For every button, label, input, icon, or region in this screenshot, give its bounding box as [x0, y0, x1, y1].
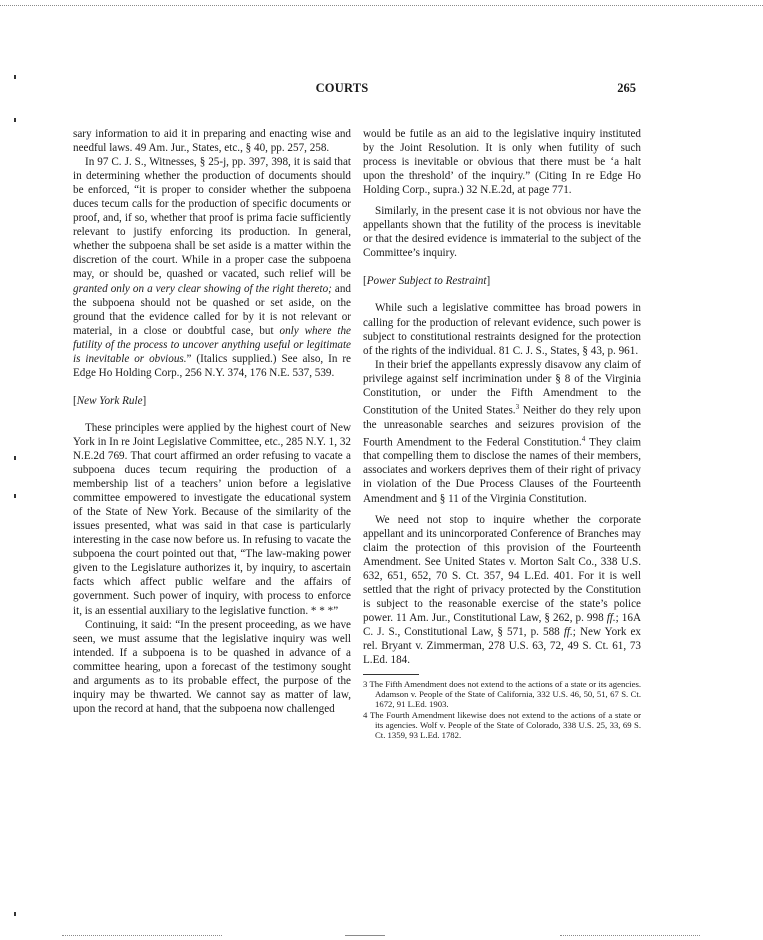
page-number: 265: [617, 81, 636, 95]
paragraph: Similarly, in the present case it is not obvious nor have the appellants shown that the futility of the process is inevitable or that the desired evidence is immaterial to the subject of the Committee’s inquiry.: [363, 205, 641, 260]
footnote-divider: [363, 674, 419, 675]
section-heading: [Power Subject to Restraint]: [363, 275, 491, 288]
bottom-border: [560, 935, 700, 936]
top-border: [0, 5, 763, 6]
paragraph: While such a legislative committee has broad powers in calling for the production of relevant evidence, such power is subject to constitutional restraints designed for the protection of the rights of the individual. 81 C. J. S., States, § 43, p. 961.: [363, 302, 641, 357]
running-head: COURTS: [315, 81, 369, 95]
bottom-border: [62, 935, 222, 936]
margin-mark: [14, 456, 16, 460]
footnote: 4 The Fourth Amendment likewise does not extend to the actions of a state or its agencies. Wolf v. People of the State of Colorado, 338 U.S. 25, 33, 69 S. Ct. 1359, 93 L.Ed. 1782.: [363, 709, 641, 741]
margin-mark: [14, 494, 16, 498]
section-heading: [New York Rule]: [73, 394, 147, 407]
italic-quote: granted only on a very clear showing of the right thereto;: [73, 282, 332, 295]
right-column: [363, 127, 641, 740]
footnote: 3 The Fifth Amendment does not extend to the actions of a state or its agencies. Adamson v. People of the State of California, 332 U.S. 46, 50, 51, 67 S. Ct. 1672, 91 L.Ed. 1903.: [363, 679, 641, 710]
bottom-border: [345, 935, 385, 936]
paragraph: Continuing, it said: “In the present proceeding, as we have seen, we must assume that the legislative inquiry was well intended. If a subpoena is to be quashed in advance of a committee hearing, upon a forecast of the testimony sought and arguments as to its probable effect, the purpose of the inquiry may be thwarted. We cannot say as matter of law, upon the record at hand, that the subpoena now challenged: [73, 618, 351, 715]
paragraph: These principles were applied by the highest court of New York in In re Joint Legislative Committee, etc., 285 N.Y. 1, 32 N.E.2d 769. That court affirmed an order refusing to vacate a subpoena duces tecum requiring the production of a membership list of a teachers’ union before a legislative committee empowered to investigate the educational system of the State of New York. Because of the similarity of the issues presented, what was said in that case is particularly interesting in the case now before us. In refusing to vacate the subpoena the court pointed out that, “The law-making power given to the Legislature authorizes it, by inquiry, to ascertain facts which affect public welfare and the affairs of government. Such power of inquiry, with process to enforce it, is an essential auxiliary to the legislative function. * * *”: [73, 421, 351, 617]
paragraph: We need not stop to inquire whether the corporate appellant and its unincorporated Conference of Branches may claim the protection of this provision of the Fourteenth Amendment. See United States v. Morton Salt Co., 338 U.S. 632, 651, 652, 70 S. Ct. 357, 94 L.Ed. 401. For it is well settled that the right of privacy protected by the Constitution is subject to the reasonable exercise of the state’s police power. 11 Am. Jur., Constitutional Law, § 262, p. 998 ff.; 16A C. J. S., Constitutional Law, § 571, p. 588 ff.; New York ex rel. Bryant v. Zimmerman, 278 U.S. 63, 72, 49 S. Ct. 61, 73 L.Ed. 184.: [363, 513, 642, 667]
left-column: [73, 127, 351, 716]
footnote-ref: 4: [581, 434, 586, 443]
paragraph: would be futile as an aid to the legislative inquiry instituted by the Joint Resolution. It is only when futility of such process is inevitable or obvious that there must be ‘a halt upon the threshold’ of the inquiry.” (Citing In re Edge Ho Holding Corp., supra.) 32 N.E.2d, at page 771.: [363, 128, 641, 197]
page-header: [48, 81, 636, 99]
footnote-ref: 3: [515, 402, 520, 411]
paragraph: In 97 C. J. S., Witnesses, § 25-j, pp. 397, 398, it is said that in determining whether the production of documents should be enforced, “it is proper to consider whether the subpoena duces tecum calls for the production of specific documents or proof, and, if so, whether that proof is prima facie sufficiently relevant to justify enforcing its production. In general, whether the subpoena shall be set aside is a matter within the discretion of the court. While in a proper case the subpoena may, or should be, quashed or vacated, such relief will be granted only on a very clear showing of the right thereto; and the subpoena should not be quashed or set aside, on the ground that the evidence called for by it is not relevant or material, in a close or doubtful case, but only where the futility of the process to uncover anything useful or legitimate is inevitable or obvious.” (Italics supplied.) See also, In re Edge Ho Holding Corp., 256 N.Y. 374, 176 N.E. 537, 539.: [73, 156, 351, 379]
margin-mark: [14, 912, 16, 916]
margin-mark: [14, 118, 16, 122]
paragraph: sary information to aid it in preparing and enacting wise and needful laws. 49 Am. Jur., States, etc., § 40, pp. 257, 258.: [73, 128, 351, 155]
italic-quote: only where the futility of the process to uncover anything useful or legitimate is inevitable or obvious.: [73, 324, 351, 365]
paragraph: In their brief the appellants expressly disavow any claim of privilege against self incrimination under § 8 of the Virginia Constitution, or under the Fifth Amendment to the Constitution of the United States.$^3$ Neither do they rely upon the unreasonable searches and seizures provision of the Fourth Amendment to the Federal Constitution.$^4$ They claim that compelling them to disclose the names of their members, associates and workers deprives them of their right of privacy in violation of the Due Process Clauses of the Fourteenth Amendment and § 11 of the Virginia Constitution.: [363, 358, 642, 505]
margin-mark: [14, 75, 16, 79]
